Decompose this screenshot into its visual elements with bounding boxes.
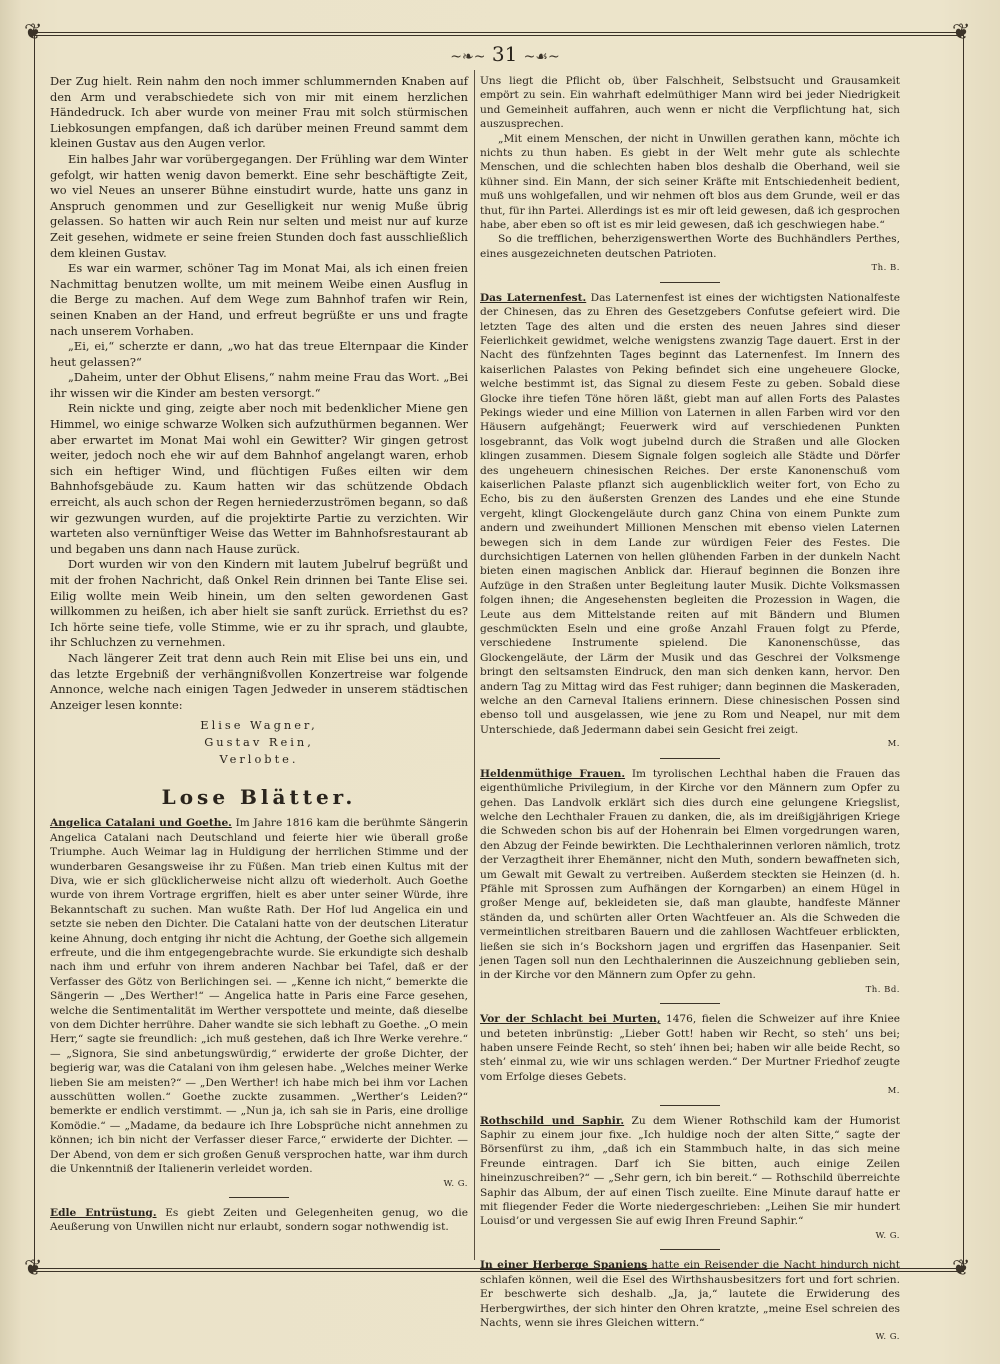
article-frauen	[480, 767, 900, 998]
divider	[660, 282, 720, 283]
divider	[660, 1105, 720, 1106]
article-heading: Rothschild und Saphir.	[480, 1114, 625, 1127]
story-paragraph: Nach längerer Zeit trat denn auch Rein mit Elise bei uns ein, und das letzte Ergebniß der verhängnißvollen Konzertreise war folgende Annonce, welche nach einigen Tagen Jedweder in unserem städtischen Anzeiger lesen konnte:	[50, 650, 468, 712]
article-signature: M.	[887, 739, 900, 750]
column-rule	[474, 70, 475, 1260]
divider	[660, 1249, 720, 1250]
article-heading: Heldenmüthige Frauen.	[480, 767, 626, 780]
section-title: Lose Blätter.	[161, 785, 357, 810]
divider	[229, 1197, 289, 1198]
article-heading: Das Laternenfest.	[480, 291, 587, 304]
article-murten	[480, 1012, 900, 1098]
article-catalani	[50, 816, 468, 1191]
page-number: 31	[491, 42, 518, 66]
article-text: Zu dem Wiener Rothschild kam der Humorist Saphir zu einem jour fixe. „Ich huldige noch der alten Sitte,“ sagte der Börsenfürst zu ihm, „daß ich ein Stammbuch halte, in das sich meine Freunde eintragen. Darf ich Sie bitten, auch einige Zeilen hineinzuschreiben?“ — „Sehr gern, ich bin bereit.“ — Rothschild überreichte Saphir das Album, der auf einen Tisch zueilte. Eine Minute darauf hatte er mit fliegender Feder die Worte niedergeschrieben: „Leihen Sie mir hundert Louisd’or und vergessen Sie auf ewig Ihren Freund Saphir.“	[480, 1114, 901, 1228]
article-text: 1476, fielen die Schweizer auf ihre Kniee und beteten inbrünstig: „Lieber Gott! haben wir Recht, so steh’ uns bei; haben unsere Feinde Recht, so steh’ ihnen bei; haben wir alle beide Recht, so steh’ einmal zu, wie wir uns schlagen werden.“ Der Murtner Friedhof zeugte vom Erfolge dieses Gebets.	[480, 1013, 900, 1083]
article-text: Es giebt Zeiten und Gelegenheiten genug, wo die Aeußerung von Unwillen nicht nur erlaubt, sondern sogar nothwendig ist.	[50, 1206, 468, 1234]
article-laternenfest	[480, 291, 900, 752]
article-herberge	[480, 1258, 900, 1344]
article-heading: In einer Herberge Spaniens	[480, 1259, 648, 1272]
story-paragraph: „Ei, ei,“ scherzte er dann, „wo hat das treue Elternpaar die Kinder heut gelassen?“	[50, 339, 468, 369]
article-text: hatte ein Reisender die Nacht hindurch nicht schlafen können, weil die Esel des Wirthshausbesitzers fort und fort schrien. Er beschwerte sich deshalb. „Ja, ja,“ lautete die Erwiderung des Herbergwirthes, der sich hinter den Ohren kratzte, „meine Esel schreien des Nachts, wenn sie ihres Gleichen wittern.“	[480, 1259, 900, 1329]
divider	[660, 1003, 720, 1004]
story-paragraph: Ein halbes Jahr war vorübergegangen. Der Frühling war dem Winter gefolgt, wir hatten wenig davon bemerkt. Eine sehr beschäftigte Zeit, wo viel Neues an unserer Bühne einstudirt wurde, hatte uns ganz in Anspruch genommen und zur Geselligkeit nur wenig Muße übrig gelassen. So hatten wir auch Rein nur selten und meist nur auf kurze Zeit gesehen, widmete er seine freien Stunden doch fast ausschließlich dem kleinen Gustav.	[50, 151, 468, 260]
article-text: Im tyrolischen Lechthal haben die Frauen das eigenthümliche Privilegium, in der Kirche vor den Männern zum Opfer zu gehen. Das Landvolk erklärt sich dies durch eine gelungene Kriegslist, welche den Lechthaler Frauen zu danken, die, als im dreißigjährigen Kriege die Schweden schon bis auf der Hohenrain bei Elmen vorgedrungen waren, den Abzug der Feinde bewirkten. Die Lechthalerinnen verloren nämlich, trotz der Verzagtheit ihrer Ehemänner, nicht den Muth, sondern bewaffneten sich, um Gewalt mit Gewalt zu vertreiben. Außerdem steckten sie Heinzen (d. h. Pfähle mit Sprossen zum Aufhängen der Korngarben) an einem Hügel in großer Menge auf, bekleideten sie, daß man glaubte, handfeste Männer ständen da, und schürten aller Orten Wachtfeuer an. Als die Schweden die vermeintlichen streitbaren Bauern und die zahllosen Wachtfeuer erblickten, ließen sie sich in’s Bockshorn jagen und ergriffen das Hasenpanier. Seit jenen Tagen soll nun den Lechthalerinnen die Auszeichnung geblieben sein, in der Kirche vor den Männern zum Opfer zu gehn.	[480, 767, 901, 982]
corner-ornament-icon: ❦	[952, 20, 971, 45]
page-header	[420, 40, 590, 68]
article-text: Das Laternenfest ist eines der wichtigsten Nationalfeste der Chinesen, das zu Ehren des Gesetzgebers Confutse gefeiert wird. Die letzten Tage des alten und die ersten des neuen Jahres sind dieser Feierlichkeit gewidmet, welche wenigstens zwanzig Tage dauert. Erst in der Nacht des fünfzehnten Tages beginnt das Laternenfest. Im Innern des kaiserlichen Palastes von Peking befindet sich eine ungeheuere Glocke, welche bestimmt ist, das Signal zu diesem Feste zu geben. Sobald diese Glocke ihre tiefen Töne hören läßt, giebt man auf allen Forts des Palastes Pekings wieder und eine Million von Laternen in allen Farben wird vor den Häusern aufgehängt; Feuerwerk wird auf verschiedenen Punkten losgebrannt, das Volk wogt jubelnd durch die Straßen und alle Glocken klingen zusammen. Diesem Signale folgen sogleich alle Städte und Dörfer des ungeheuern chinesischen Reiches. Der erste Kanonenschuß vom kaiserlichen Palaste pflanzt sich augenblicklich weiter fort, von Echo zu Echo, bis zu den äußersten Grenzen des Landes und ehe eine Stunde vergeht, klingt Glockengeläute durch ganz China von einem Punkte zum andern und zweihundert Millionen Menschen mit ebenso vielen Laternen bewegen sich in dem Lande zur würdigen Feier des Festes. Die durchsichtigen Laternen von hellen glühenden Farben in der dunkeln Nacht bieten einen magischen Anblick dar. Hierauf beginnen die Bonzen ihre Aufzüge in den Straßen unter Begleitung lauter Musik. Dichte Volksmassen folgen ihnen; die Angesehensten begleiten die Prozession in Wagen, die Leute aus dem Mittelstande reiten auf mit Bändern und Blumen geschmückten Eseln und eine große Anzahl Frauen folgt zu Pferde, verschiedene Instrumente spielend. Die Kanonenschüsse, das Glockengeläute, der Lärm der Musik und das Geschrei der Volksmenge bringt den seltsamsten Eindruck, den man sich denken kann, hervor. Den andern Tag zu Mittag wird das Fest ruhiger; dann beginnen die Maskeraden, welche an den Carneval Italiens erinnern. Diese chinesischen Possen sind ebenso toll und ausgelassen, wie jene zu Rom und Neapel, nur mit dem Unterschiede, daß Jedermann dabei sein Gesicht frei zeigt.	[480, 291, 900, 736]
announcement-line: Gustav Rein,	[204, 735, 314, 750]
story-paragraph: Rein nickte und ging, zeigte aber noch mit bedenklicher Miene gen Himmel, wo einige schwarze Wolken sich aufzuthürmen begannen. Wer aber erwartet im Monat Mai wohl ein Gewitter? Wir gingen getrost weiter, jedoch noch ehe wir auf dem Bahnhof angelangt waren, erhob sich ein heftiger Wind, und flüchtigen Fußes eilten wir dem Bahnhofsgebäude zu. Kaum hatten wir das schützende Obdach erreicht, als auch schon der Regen herniederzuströmen begann, so daß wir gezwungen wurden, auf die projektirte Partie zu verzichten. Wir warteten also vernünftiger Weise das Wetter im Bahnhofsrestaurant ab und begaben uns dann nach Hause zurück.	[50, 401, 468, 556]
article-signature: W. G.	[875, 1332, 900, 1343]
article-text: So die trefflichen, beherzigenswerthen Worte des Buchhändlers Perthes, eines ausgezeichneten deutschen Patrioten.	[480, 233, 900, 260]
divider	[660, 758, 720, 759]
announcement-line: Elise Wagner,	[200, 718, 318, 733]
article-signature: M.	[887, 1086, 900, 1097]
swash-left-icon: ~❧~	[450, 49, 486, 65]
story-paragraph: Es war ein warmer, schöner Tag im Monat Mai, als ich einen freien Nachmittag benutzen wollte, um mit meinem Weibe einen Ausflug in die Berge zu machen. Auf dem Wege zum Bahnhof trafen wir Rein, seinen Knaben an der Hand, und erfreut begrüßte er uns und fragte nach unserem Vorhaben.	[50, 261, 468, 338]
article-signature: Th. B.	[871, 263, 900, 274]
article-signature: W. G.	[443, 1178, 468, 1189]
article-heading: Edle Entrüstung.	[50, 1206, 157, 1219]
story-paragraph: Dort wurden wir von den Kindern mit lautem Jubelruf begrüßt und mit der frohen Nachricht, daß Onkel Rein drinnen bei Tante Elise sei. Eilig wollte mein Weib hinein, um den selten gewordenen Gast willkommen zu heißen, ich aber hielt sie sanft zurück. Erriethst du es? Ich hörte seine tiefe, volle Stimme, wie er zu ihr sprach, und glaubte, ihr Schluchzen zu vernehmen.	[50, 557, 468, 650]
announcement-line: Verlobte.	[219, 752, 299, 767]
story-paragraph: Der Zug hielt. Rein nahm den noch immer schlummernden Knaben auf den Arm und verabschiedete sich von mir mit einem herzlichen Händedruck. Ich aber wurde von meiner Frau mit solch stürmischen Liebkosungen empfangen, daß ich darüber meinen Freund sammt dem kleinen Gustav aus den Augen verlor.	[50, 74, 468, 151]
story-paragraph: „Daheim, unter der Obhut Elisens,“ nahm meine Frau das Wort. „Bei ihr wissen wir die Kinder am besten versorgt.“	[50, 370, 468, 400]
article-heading: Vor der Schlacht bei Murten,	[480, 1013, 661, 1026]
article-signature: W. G.	[875, 1230, 900, 1241]
corner-ornament-icon: ❦	[952, 1256, 971, 1281]
right-column	[480, 74, 901, 1343]
frame-top-line	[34, 32, 964, 33]
article-entruestung	[50, 1206, 468, 1235]
article-text: Uns liegt die Pflicht ob, über Falschheit, Selbstsucht und Grausamkeit empört zu sein. Ein wahrhaft edelmüthiger Mann wird bei jeder Niedrigkeit und Gemeinheit auffahren, auch wenn er nicht die Verpflichtung hat, sich auszusprechen.	[480, 75, 900, 131]
announcement	[50, 717, 468, 768]
corner-ornament-icon: ❦	[24, 1256, 43, 1281]
article-heading: Angelica Catalani und Goethe.	[50, 817, 232, 830]
corner-ornament-icon: ❦	[24, 20, 43, 45]
article-rothschild	[480, 1114, 900, 1244]
left-column	[50, 74, 468, 1242]
frame-top-line-inner	[34, 35, 964, 36]
article-signature: Th. Bd.	[865, 984, 900, 995]
frame-left-line	[34, 32, 35, 1272]
frame-right-line	[963, 32, 964, 1272]
article-quote: „Mit einem Menschen, der nicht in Unwillen gerathen kann, möchte ich nichts zu thun haben. Es giebt in der Welt mehr gute als schlechte Menschen, und die schlechten haben blos deshalb die Oberhand, weil sie kühner sind. Ein Mann, der sich seiner Kräfte mit Entschiedenheit bedient, muß uns wohlgefallen, und wir nehmen oft blos aus dem Grunde, weil er das thut, für ihn Partei. Allerdings ist es mir oft leid gewesen, daß ich gesprochen habe, aber eben so oft ist es mir leid gewesen, daß ich geschwiegen habe.“	[480, 132, 900, 232]
swash-right-icon: ~☙~	[523, 49, 560, 65]
article-text: Im Jahre 1816 kam die berühmte Sängerin Angelica Catalani nach Deutschland und feierte hier wie überall große Triumphe. Auch Weimar lag in Huldigung der herrlichen Stimme und der wunderbaren Gesangsweise ihr zu Füßen. Man trieb einen Kultus mit der Diva, wie er sich glücklicherweise nicht allzu oft wiederholt. Auch Goethe wurde von ihrem Vortrage ergriffen, hielt es aber unter seiner Würde, ihre Bekanntschaft zu suchen. Man wußte Rath. Der Hof lud Angelica ein und setzte sie neben den Dichter. Die Catalani hatte von der deutschen Literatur keine Ahnung, doch entging ihr nicht die Achtung, der Goethe sich allgemein erfreute, und die ihm entgegengebrachte wurde. Sie erkundigte sich deshalb nach ihm und erfuhr von ihrem anderen Nachbar bei Tafel, daß er der Verfasser des Götz von Berlichingen sei. — „Kenne ich nicht,“ bemerkte die Sängerin — „Des Werther!“ — Angelica hatte in Paris eine Farce gesehen, welche die Sentimentalität im Werther verspottete und meinte, daß dieselbe von dem Dichter herrühre. Daher wandte sie sich lebhaft zu Goethe. „O mein Herr,“ sagte sie freundlich: „ich muß gestehen, daß ich Ihre Werke verehre.“ — „Signora, Sie sind anbetungswürdig,“ erwiderte der große Dichter, der begierig war, was die Catalani von ihm gelesen habe. „Welches meiner Werke lieben Sie am meisten?“ — „Den Werther! ich habe mich bei ihm vor Lachen ausschütten wollen.“ Goethe zuckte zusammen. „Werther’s Leiden?“ bemerkte er endlich verstimmt. — „Nun ja, ich sah sie in Paris, eine drollige Komödie.“ — „Madame, da bedaure ich Ihre Lobsprüche nicht annehmen zu können; ich bin nicht der Verfasser dieser Farce,“ erwiderte der Dichter. — Der Abend, von dem er sich großen Genuß versprochen hatte, war ihm durch die Unkenntniß der Italienerin verleidet worden.	[50, 817, 469, 1176]
